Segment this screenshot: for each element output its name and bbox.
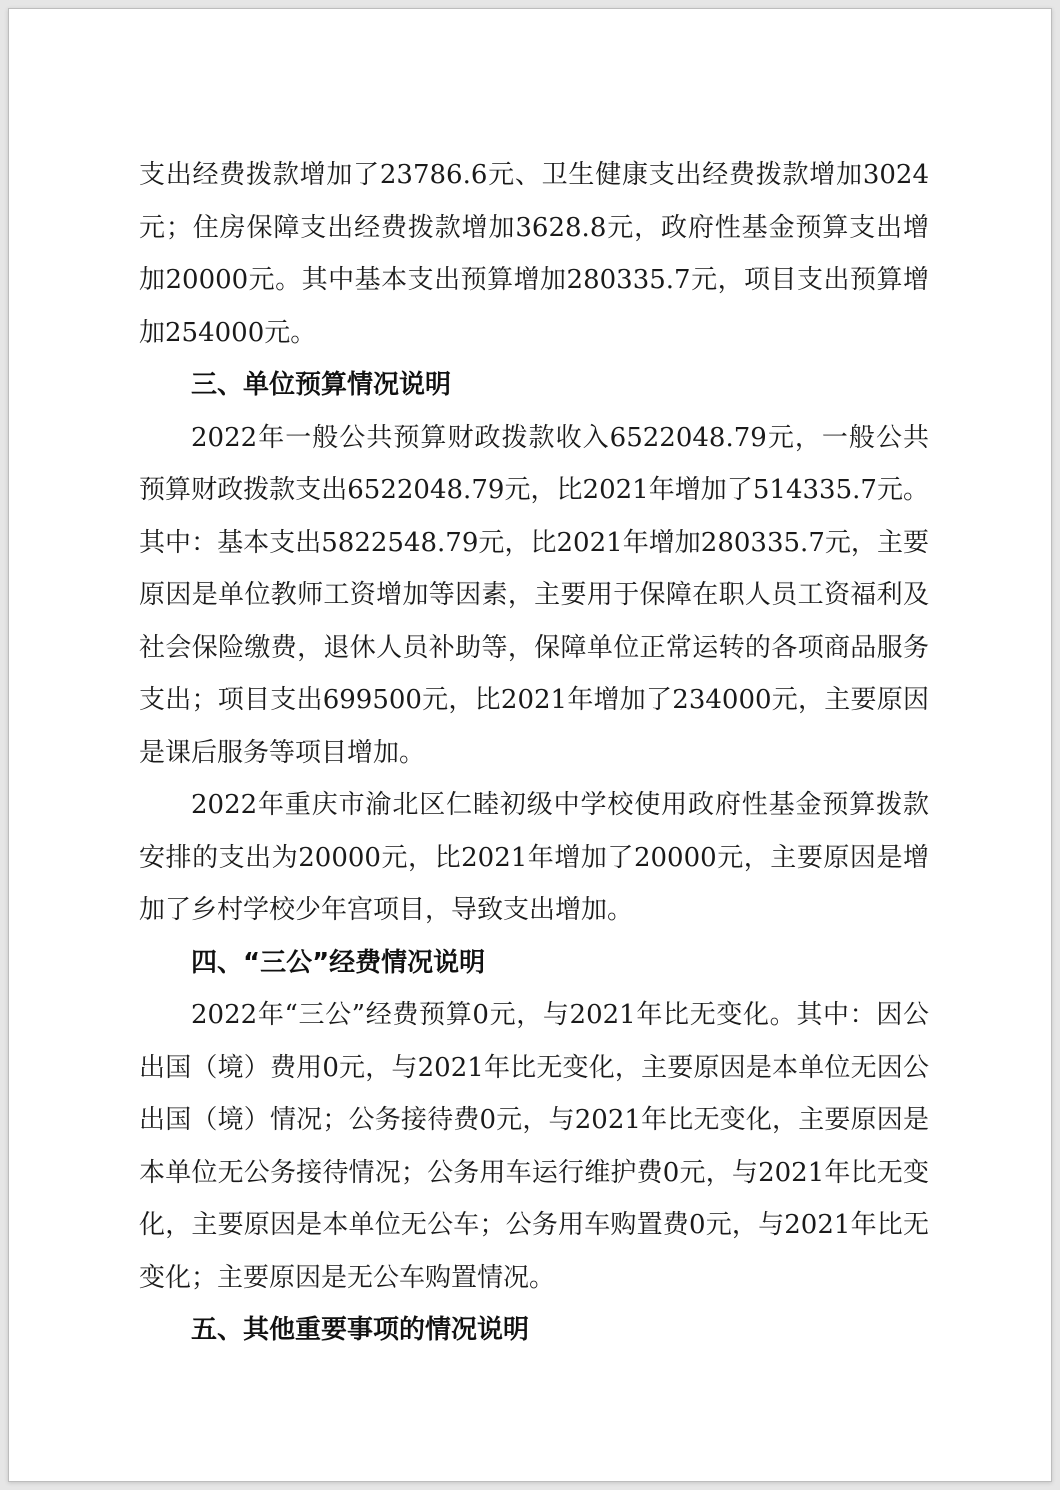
paragraph-continued: 支出经费拨款增加了23786.6元、卫生健康支出经费拨款增加3024元；住房保障支出经费拨款增加3628.8元，政府性基金预算支出增加20000元。其中基本支出预算增加280335.7元，项目支出预算增加254000元。 — [139, 160, 929, 348]
section-heading-4: 四、“三公”经费情况说明 — [191, 947, 486, 978]
document-page — [8, 8, 1052, 1482]
document-body — [139, 149, 929, 1357]
paragraph-three-public: 2022年“三公”经费预算0元，与2021年比无变化。其中：因公出国（境）费用0元，与2021年比无变化，主要原因是本单位无因公出国（境）情况；公务接待费0元，与2021年比无变化，主要原因是本单位无公务接待情况；公务用车运行维护费0元，与2021年比无变化，主要原因是本单位无公车；公务用车购置费0元，与2021年比无变化；主要原因是无公车购置情况。 — [139, 1000, 929, 1293]
paragraph-budget-general: 2022年一般公共预算财政拨款收入6522048.79元，一般公共预算财政拨款支出6522048.79元，比2021年增加了514335.7元。其中：基本支出5822548.79元，比2021年增加280335.7元，主要原因是单位教师工资增加等因素，主要用于保障在职人员工资福利及社会保险缴费，退休人员补助等，保障单位正常运转的各项商品服务支出；项目支出699500元，比2021年增加了234000元，主要原因是课后服务等项目增加。 — [139, 422, 929, 768]
section-heading-3: 三、单位预算情况说明 — [191, 370, 452, 400]
section-heading-5: 五、其他重要事项的情况说明 — [191, 1315, 530, 1345]
paragraph-budget-fund: 2022年重庆市渝北区仁睦初级中学校使用政府性基金预算拨款安排的支出为20000元，比2021年增加了20000元，主要原因是增加了乡村学校少年宫项目，导致支出增加。 — [139, 790, 929, 925]
